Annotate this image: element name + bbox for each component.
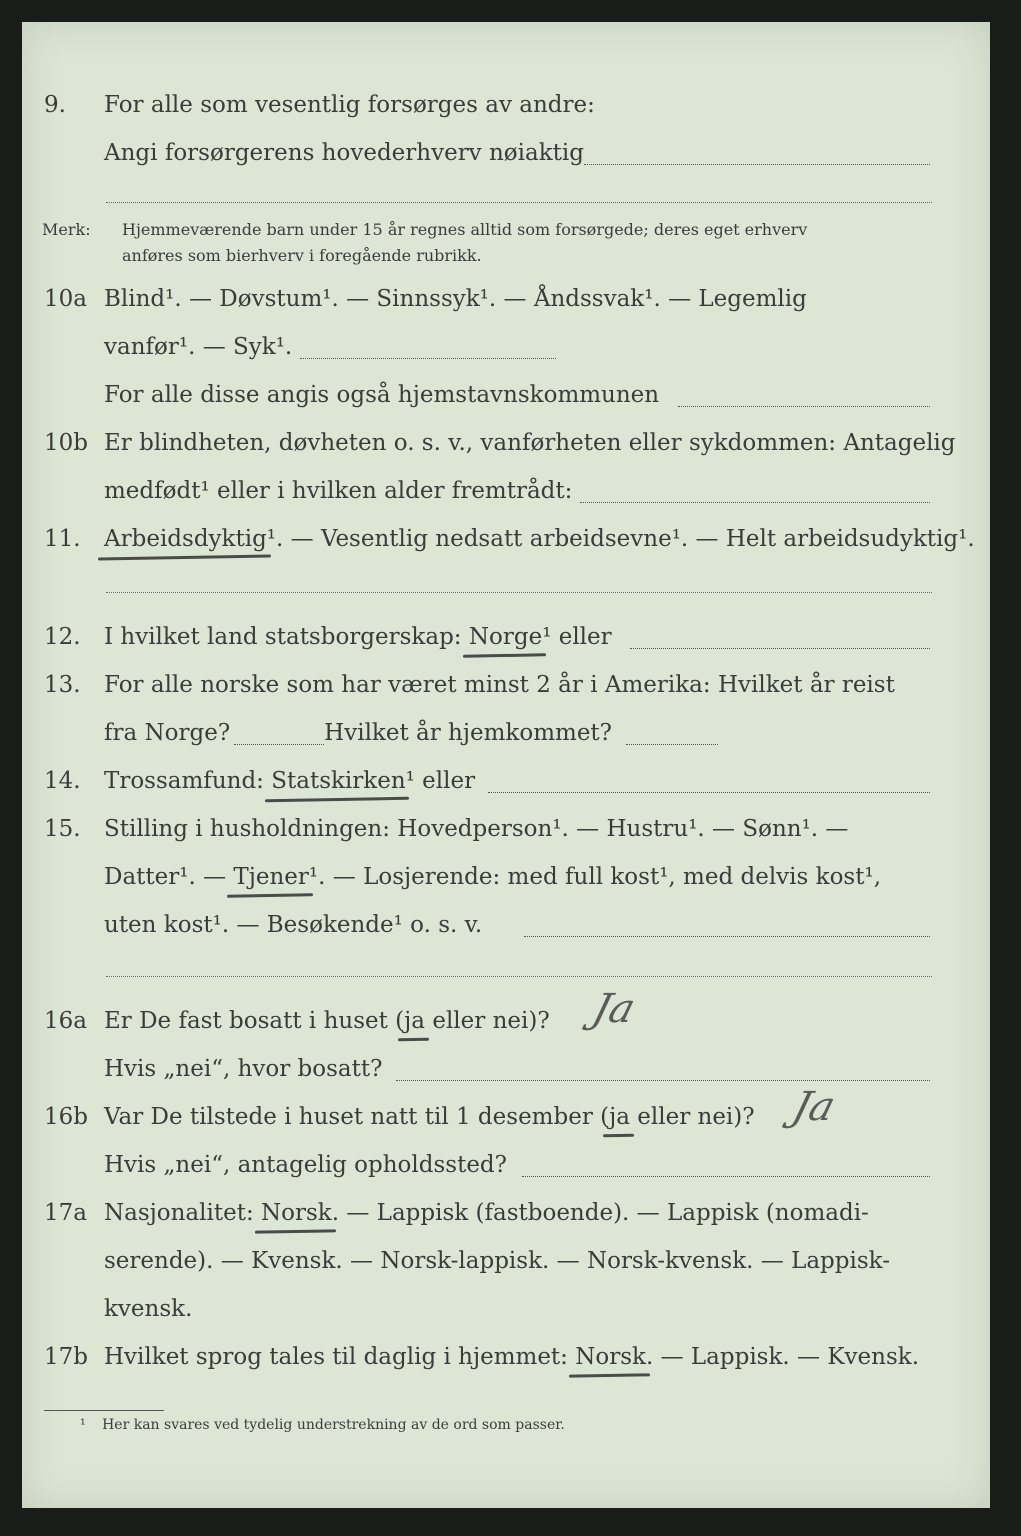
- question-text: vanfør¹. — Syk¹.: [104, 334, 293, 360]
- answer-line[interactable]: [106, 976, 932, 977]
- question-number: 16a: [44, 1008, 87, 1034]
- question-14: [22, 762, 990, 802]
- question-9-line-2: [22, 134, 990, 174]
- question-text: eller nei)?: [629, 1104, 755, 1130]
- answer-line[interactable]: [300, 358, 556, 359]
- question-text: kvensk.: [104, 1296, 193, 1322]
- question-text: Er blindheten, døvheten o. s. v., vanførheten eller sykdommen: Antagelig: [104, 430, 956, 456]
- question-number: 12.: [44, 624, 81, 650]
- handwritten-answer: Ja: [787, 1084, 841, 1130]
- answer-line[interactable]: [488, 792, 930, 793]
- question-text: medfødt¹ eller i hvilken alder fremtrådt:: [104, 478, 573, 504]
- question-number: 11.: [44, 526, 81, 552]
- question-text: . — Lappisk. — Kvensk.: [645, 1344, 919, 1370]
- question-10b: [22, 424, 990, 464]
- question-number: 15.: [44, 816, 81, 842]
- question-16a: [22, 986, 990, 1042]
- question-text: For alle disse angis også hjemstavnskommunen: [104, 382, 660, 408]
- footnote: [80, 1417, 565, 1433]
- question-number: 10b: [44, 430, 88, 456]
- question-text: ¹. — Losjerende: med full kost¹, med delvis kost¹,: [308, 864, 882, 890]
- note-label: Merk:: [42, 220, 91, 239]
- question-number: 17b: [44, 1344, 88, 1370]
- note-line-2: [22, 240, 990, 270]
- question-15-line-2: [22, 858, 990, 898]
- answer-line[interactable]: [396, 1080, 930, 1081]
- footnote-marker: ¹: [80, 1417, 86, 1433]
- question-10a-line-3: [22, 376, 990, 416]
- question-9: [22, 86, 990, 126]
- question-11: [22, 520, 990, 560]
- option-ja-underlined[interactable]: ja: [404, 1008, 426, 1034]
- question-number: 16b: [44, 1104, 88, 1130]
- question-17a: [22, 1194, 990, 1234]
- question-12: [22, 618, 990, 658]
- census-form-page: [22, 22, 990, 1508]
- question-17a-line-3: [22, 1290, 990, 1330]
- question-13-line-2: [22, 714, 990, 754]
- question-text: Hvis „nei“, antagelig opholdssted?: [104, 1152, 507, 1178]
- answer-line[interactable]: [522, 1176, 930, 1177]
- question-number: 10a: [44, 286, 87, 312]
- question-17a-line-2: [22, 1242, 990, 1282]
- question-text: eller nei)?: [425, 1008, 550, 1034]
- answer-line[interactable]: [106, 202, 932, 203]
- question-text: Hvis „nei“, hvor bosatt?: [104, 1056, 383, 1082]
- question-text: Trossamfund:: [104, 768, 272, 794]
- answer-line[interactable]: [106, 592, 932, 593]
- option-arbeidsdyktig-underlined[interactable]: Arbeidsdyktig: [104, 526, 267, 552]
- question-text: Var De tilstede i huset natt til 1 desember (: [104, 1104, 610, 1130]
- answer-line[interactable]: [524, 936, 930, 937]
- question-text: Stilling i husholdningen: Hovedperson¹. — Hustru¹. — Sønn¹. —: [104, 816, 849, 842]
- question-text: For alle norske som har været minst 2 år i Amerika: Hvilket år reist: [104, 672, 895, 698]
- option-norsk-underlined[interactable]: Norsk: [575, 1344, 646, 1370]
- question-number: 14.: [44, 768, 81, 794]
- question-text: ¹ eller: [405, 768, 476, 794]
- question-text: Nasjonalitet:: [104, 1200, 262, 1226]
- answer-line[interactable]: [580, 502, 930, 503]
- answer-line[interactable]: [630, 648, 930, 649]
- answer-line-year-returned[interactable]: [626, 744, 718, 745]
- question-text: I hvilket land statsborgerskap:: [104, 624, 469, 650]
- question-text: ¹ eller: [542, 624, 612, 650]
- question-number: 17a: [44, 1200, 87, 1226]
- question-16a-line-2: [22, 1050, 990, 1090]
- question-text: serende). — Kvensk. — Norsk-lappisk. — Norsk-kvensk. — Lappisk-: [104, 1248, 890, 1274]
- option-norge-underlined[interactable]: Norge: [468, 624, 543, 650]
- question-text: fra Norge?: [104, 720, 231, 746]
- note-text: Hjemmeværende barn under 15 år regnes alltid som forsørgede; deres eget erhverv: [122, 220, 808, 239]
- question-text: For alle som vesentlig forsørges av andre:: [104, 92, 595, 118]
- question-text: uten kost¹. — Besøkende¹ o. s. v.: [104, 912, 483, 938]
- handwritten-answer: Ja: [587, 986, 641, 1032]
- footnote-text: Her kan svares ved tydelig understrekning av de ord som passer.: [102, 1417, 565, 1433]
- question-text: ¹. — Vesentlig nedsatt arbeidsevne¹. — Helt arbeidsudyktig¹.: [266, 526, 975, 552]
- question-15: [22, 810, 990, 850]
- question-text: Hvilket sprog tales til daglig i hjemmet:: [104, 1344, 576, 1370]
- footnote-divider: [44, 1410, 164, 1411]
- answer-line[interactable]: [584, 164, 930, 165]
- question-15-line-3: [22, 906, 990, 946]
- option-statskirken-underlined[interactable]: Statskirken: [271, 768, 406, 794]
- option-tjener-underlined[interactable]: Tjener: [233, 864, 309, 890]
- question-text: Blind¹. — Døvstum¹. — Sinnssyk¹. — Åndssvak¹. — Legemlig: [104, 286, 807, 312]
- note-text: anføres som bierhverv i foregående rubrikk.: [122, 246, 482, 265]
- question-text: Datter¹. —: [104, 864, 234, 890]
- question-10a: [22, 280, 990, 320]
- question-number: 13.: [44, 672, 81, 698]
- question-text: . — Lappisk (fastboende). — Lappisk (nomadi-: [331, 1200, 869, 1226]
- question-number: 9.: [44, 92, 66, 118]
- question-text: Angi forsørgerens hovederhverv nøiaktig: [104, 140, 584, 166]
- question-13: [22, 666, 990, 706]
- option-norsk-underlined[interactable]: Norsk: [261, 1200, 332, 1226]
- question-16b-line-2: [22, 1146, 990, 1186]
- question-16b: [22, 1084, 990, 1138]
- question-10a-line-2: [22, 328, 990, 368]
- option-ja-underlined[interactable]: ja: [609, 1104, 630, 1130]
- answer-line[interactable]: [678, 406, 930, 407]
- answer-line-year-left[interactable]: [234, 744, 324, 745]
- question-10b-line-2: [22, 472, 990, 512]
- question-text: Er De fast bosatt i huset (: [104, 1008, 405, 1034]
- question-17b: [22, 1338, 990, 1378]
- question-text: Hvilket år hjemkommet?: [324, 720, 613, 746]
